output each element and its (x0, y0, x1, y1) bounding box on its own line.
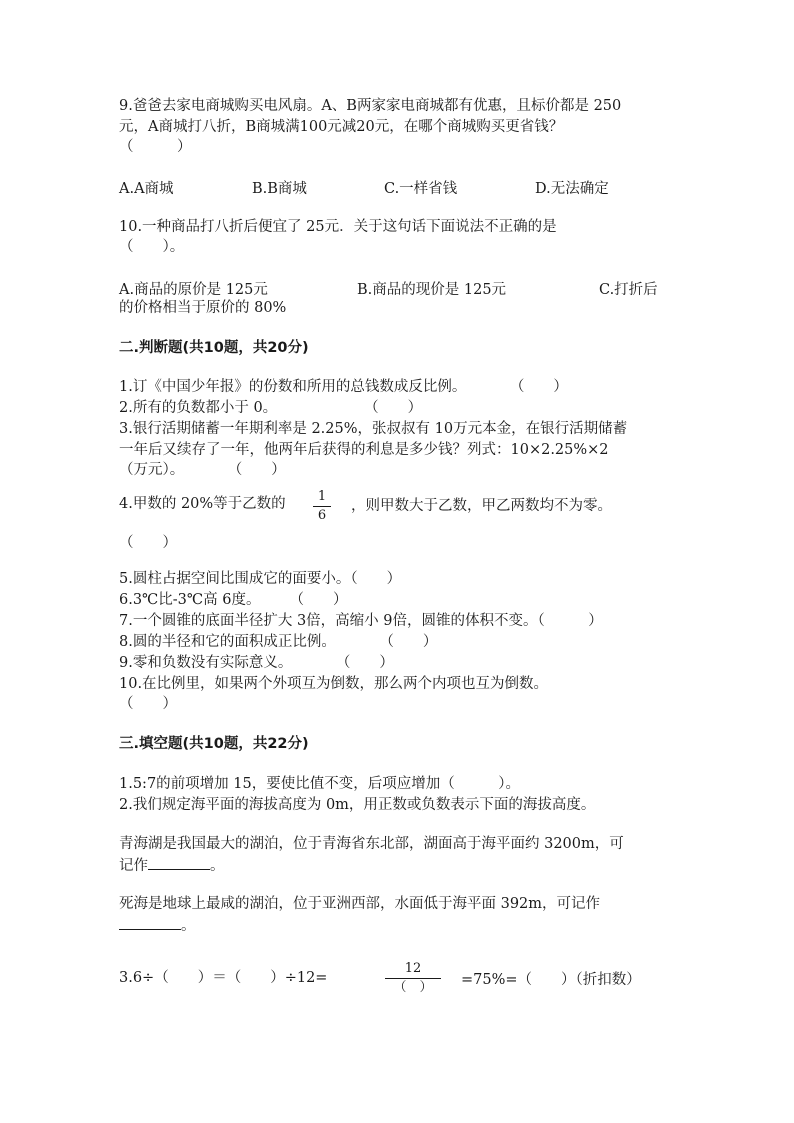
s3-qinghai-line1: 青海湖是我国最大的湖泊，位于青海省东北部，湖面高于海平面约 3200m，可 (119, 836, 624, 852)
s2-item4-paren: （ ） (119, 535, 177, 551)
fraction-denominator: 6 (317, 508, 327, 523)
q9-option-d: D.无法确定 (535, 181, 609, 197)
q10-line1: 10.一种商品打八折后便宜了 25元．关于这句话下面说法不正确的是 (119, 219, 557, 235)
fraction-numerator: 12 (404, 961, 422, 976)
s2-item4-text-before: 4.甲数的 20%等于乙数的 (119, 496, 286, 512)
s3-item2: 2.我们规定海平面的海拔高度为 0m，用正数或负数表示下面的海拔高度。 (119, 797, 596, 813)
section3-title: 三.填空题(共10题，共22分) (119, 736, 309, 752)
q9-line2: 元，A商城打八折，B商城满100元减20元，在哪个商城购买更省钱？ (119, 119, 564, 135)
s2-item7: 7.一个圆锥的底面半径扩大 3倍，高缩小 9倍，圆锥的体积不变。（ ） (119, 613, 603, 629)
deadsea-answer-blank[interactable] (119, 915, 181, 930)
section2-title: 二.判断题(共10题，共20分) (119, 340, 309, 356)
qinghai-answer-blank[interactable] (148, 855, 210, 870)
q10-option-c-cont: 的价格相当于原价的 80% (119, 300, 287, 316)
s2-item1: 1.订《中国少年报》的份数和所用的总钱数成反比例。 （ ） (119, 379, 568, 395)
s2-item6: 6.3℃比-3℃高 6度。 （ ） (119, 592, 348, 608)
q10-option-b: B.商品的现价是 125元 (357, 282, 507, 298)
s2-item3-line3: （万元）。 （ ） (119, 462, 286, 478)
q9-answer-paren: （ ） (119, 139, 192, 155)
deadsea-suffix: 。 (181, 918, 196, 934)
s3-item3-after: =75%=（ ）（折扣数） (461, 972, 641, 988)
fraction-bar (385, 978, 441, 979)
q10-line2: （ ）。 (119, 239, 185, 255)
s2-item3-line2: 一年后又续存了一年，他两年后获得的利息是多少钱？列式：10×2.25%×2 (119, 442, 609, 458)
qinghai-suffix: 。 (210, 858, 225, 874)
s2-item5: 5.圆柱占据空间比围成它的面要小。（ ） (119, 571, 402, 587)
q10-option-c: C.打折后 (599, 282, 658, 298)
s2-item3-line1: 3.银行活期储蓄一年期利率是 2.25%，张叔叔有 10万元本金，在银行活期储蓄 (119, 421, 628, 437)
s2-item2: 2.所有的负数都小于 0。 （ ） (119, 400, 423, 416)
s2-item10-line1: 10.在比例里，如果两个外项互为倒数，那么两个内项也互为倒数。 (119, 676, 549, 692)
s3-item3-fraction (385, 961, 441, 996)
q10-option-a: A.商品的原价是 125元 (119, 282, 268, 298)
s3-qinghai-line2 (119, 855, 225, 876)
s3-item1: 1.5:7的前项增加 15，要使比值不变，后项应增加（ ）。 (119, 776, 520, 792)
s3-deadsea-line2 (119, 915, 196, 936)
q9-option-b: B.B商城 (252, 181, 307, 197)
s3-item3-before: 3.6÷（ ）＝（ ）÷12= (119, 970, 328, 986)
s2-item4-fraction (313, 489, 331, 524)
s2-item8: 8.圆的半径和它的面积成正比例。 （ ） (119, 634, 438, 650)
fraction-bar (313, 506, 331, 507)
q9-line1: 9.爸爸去家电商城购买电风扇。A、B两家家电商城都有优惠，且标价都是 250 (119, 98, 622, 114)
qinghai-prefix: 记作 (119, 858, 148, 874)
fraction-denominator: （ ） (393, 980, 433, 995)
s2-item4-text-after: ，则甲数大于乙数，甲乙两数均不为零。 (351, 498, 612, 514)
s2-item9: 9.零和负数没有实际意义。 （ ） (119, 655, 394, 671)
s3-deadsea-line1: 死海是地球上最咸的湖泊，位于亚洲西部，水面低于海平面 392m，可记作 (119, 896, 601, 912)
q9-option-a: A.A商城 (119, 181, 174, 197)
s2-item10-line2: （ ） (119, 696, 177, 712)
fraction-numerator: 1 (317, 489, 327, 504)
q9-option-c: C.一样省钱 (384, 181, 458, 197)
